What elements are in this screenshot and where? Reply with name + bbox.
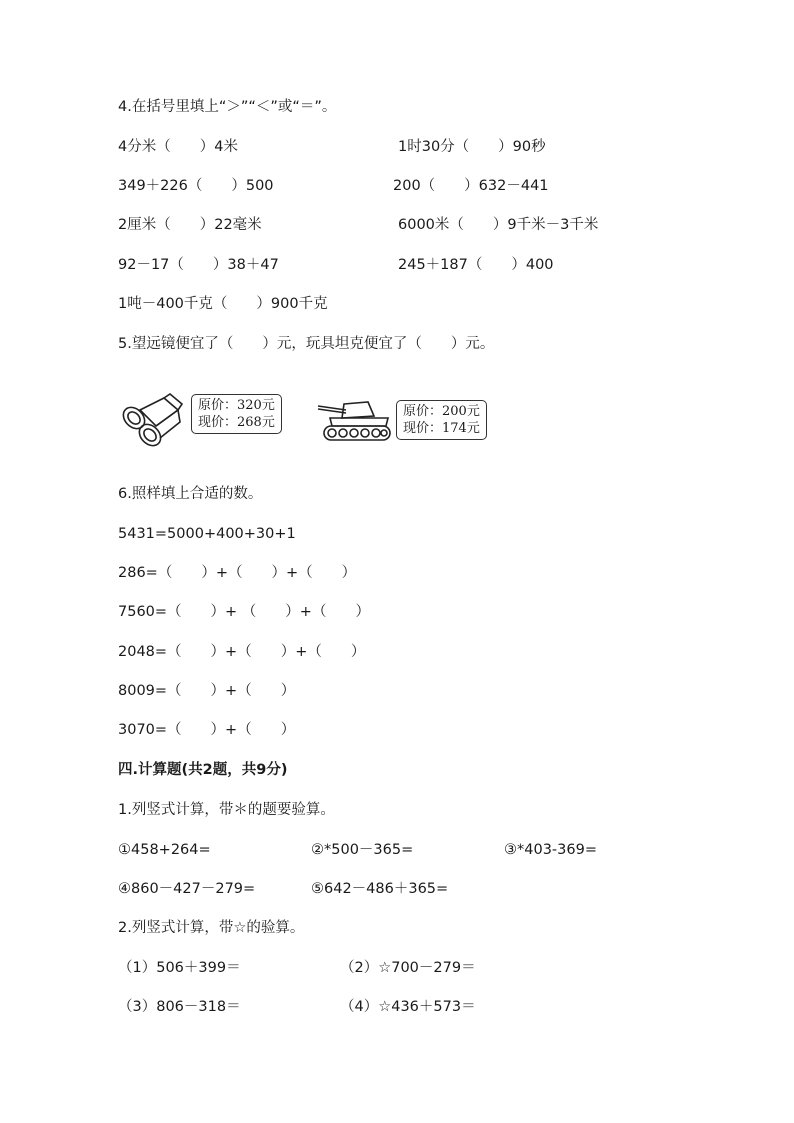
q4-row1-right: 1时30分（ ）90秒 [398,139,546,155]
q4-row2-left: 349＋226（ ）500 [118,178,274,194]
binoculars-icon [120,392,192,448]
section4-title: 四.计算题(共2题，共9分) [118,762,288,778]
q4-row4-left: 92－17（ ）38＋47 [118,257,279,273]
calc-q1-item4: ④860－427－279= [118,881,256,897]
tank-current-price: 现价：174元 [403,421,480,436]
q6-item-286: 286=（ ）+（ ）+（ ） [118,565,357,581]
binoculars-current-price: 现价：268元 [198,415,275,430]
q4-row3-right: 6000米（ ）9千米－3千米 [398,217,599,233]
tank-price-tag [396,400,487,440]
section4-q2-title: 2.列竖式计算，带☆的验算。 [118,920,305,936]
q6-item-2048: 2048=（ ）+（ ）+（ ） [118,644,366,660]
q6-item-7560: 7560=（ ）+ （ ）+（ ） [118,604,370,620]
calc-q1-item2: ②*500－365= [311,842,414,858]
q4-row1-left: 4分米（ ）4米 [118,139,238,155]
toy-tank-icon [316,396,396,444]
calc-q2-item1: （1）506＋399＝ [118,960,241,976]
q4-row5-left: 1吨－400千克（ ）900千克 [118,296,328,312]
q4-row2-right: 200（ ）632－441 [393,178,549,194]
binoculars-price-tag [191,394,282,434]
q5-title: 5.望远镜便宜了（ ）元，玩具坦克便宜了（ ）元。 [118,336,495,352]
calc-q1-item1: ①458+264= [118,842,211,858]
q4-row4-right: 245＋187（ ）400 [398,257,554,273]
q6-item-3070: 3070=（ ）+（ ） [118,722,296,738]
section4-q1-title: 1.列竖式计算，带＊的题要验算。 [118,802,335,818]
calc-q1-item3: ③*403-369= [504,842,597,858]
q6-title: 6.照样填上合适的数。 [118,486,263,502]
q6-example: 5431=5000+400+30+1 [118,526,296,542]
calc-q2-item2: （2）☆700－279＝ [340,960,476,976]
calc-q1-item5: ⑤642－486＋365= [311,881,449,897]
q6-item-8009: 8009=（ ）+（ ） [118,683,296,699]
q4-row3-left: 2厘米（ ）22毫米 [118,217,262,233]
q4-title: 4.在括号里填上“＞”“＜”或“＝”。 [118,99,337,115]
binoculars-original-price: 原价：320元 [198,398,275,413]
calc-q2-item3: （3）806－318＝ [118,999,241,1015]
tank-original-price: 原价：200元 [403,404,480,419]
calc-q2-item4: （4）☆436＋573＝ [340,999,476,1015]
